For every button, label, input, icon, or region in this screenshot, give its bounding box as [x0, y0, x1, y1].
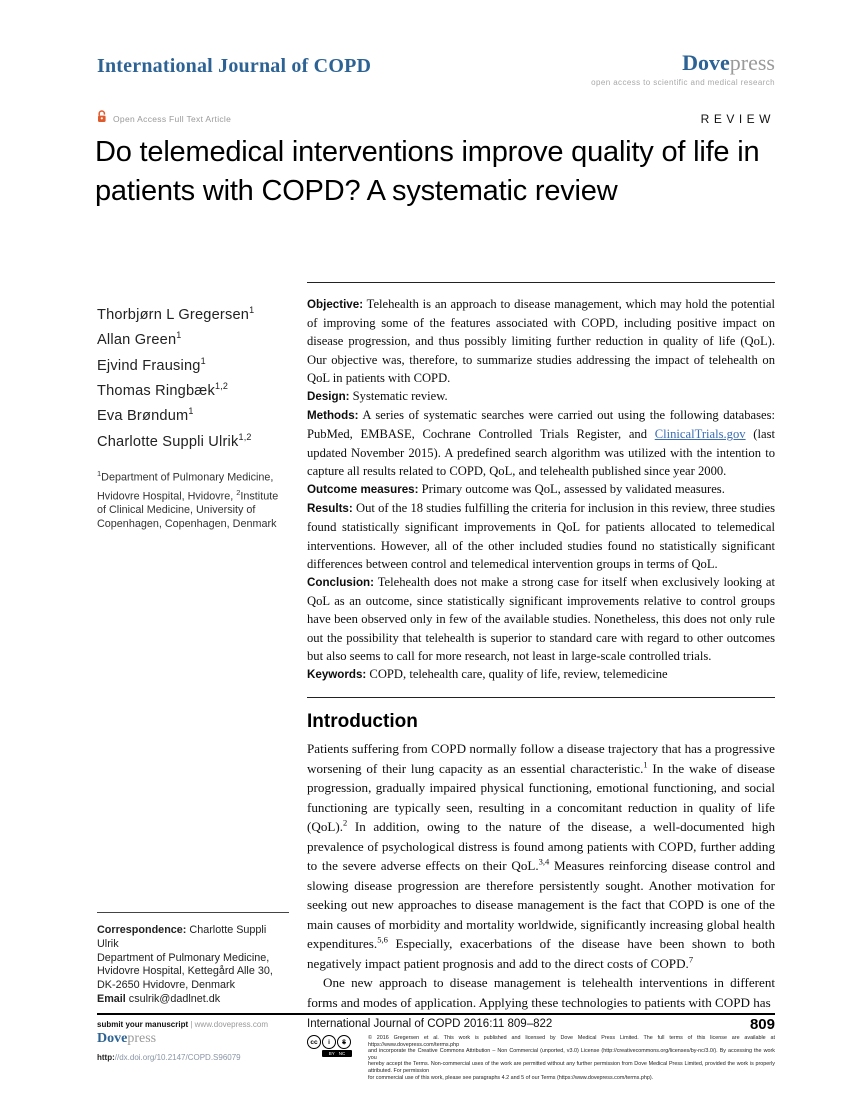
abstract-body: [307, 295, 775, 684]
cc-nc-icon: $: [337, 1035, 351, 1049]
correspondence-line: Department of Pulmonary Medicine,: [97, 951, 270, 964]
publisher-tagline: open access to scientific and medical research: [591, 78, 775, 87]
abstract-item: Outcome measures: Primary outcome was QoL, assessed by validated measures.: [307, 482, 725, 497]
open-access-icon: [97, 110, 107, 128]
submit-manuscript-line: submit your manuscript | www.dovepress.com: [97, 1020, 269, 1029]
footer-rule: [97, 1013, 775, 1015]
left-column: [97, 300, 289, 532]
license-line: © 2016 Gregersen et al. This work is published and licensed by Dove Medical Press Limited. The full terms of this license are available at https://www.dovepress.com/terms.php: [368, 1035, 775, 1048]
correspondence-line[interactable]: Email csulrik@dadlnet.dk: [97, 992, 221, 1005]
correspondence-block: [97, 912, 289, 1007]
right-column: [307, 282, 775, 1012]
introduction-body: [307, 739, 775, 1012]
open-access-row: [97, 110, 231, 128]
journal-citation: International Journal of COPD 2016:11 809–822: [307, 1018, 553, 1030]
creative-commons-badge: [307, 1035, 363, 1081]
affiliation: $^1$Department of Pulmonary Medicine, Hvidovre Hospital, Hvidovre, $^2$Institute of Clinical Medicine, University of Copenhagen, Copenhagen, Denmark: [97, 469, 279, 530]
dovepress-logo[interactable]: [591, 50, 775, 76]
journal-name: International Journal of COPD: [97, 55, 372, 77]
correspondence-line: Hvidovre Hospital, Kettegård Alle 30,: [97, 965, 273, 978]
abstract: [307, 282, 775, 698]
correspondence-line: Correspondence: Charlotte Suppli Ulrik: [97, 924, 267, 950]
abstract-item: Design: Systematic review.: [307, 389, 448, 404]
footer-right: [307, 1018, 775, 1081]
footer-left: [97, 1020, 302, 1062]
license-line: for commercial use of this work, please see paragraphs 4.2 and 5 of our Terms (https://www.dovepress.com/terms.php).: [368, 1074, 654, 1081]
author-name: Thorbjørn L Gregersen$^1$: [97, 305, 255, 323]
abstract-item: Objective: Telehealth is an approach to disease management, which may hold the potential of improving some of the features associated with COPD, including positive impact on disease progression, and thus possibly limiting further reduction in quality of life (QoL). Our objective was, therefore, to summarize studies addressing the impact of telehealth on QoL in patients with COPD.: [307, 297, 775, 385]
introduction-heading: Introduction: [307, 711, 418, 733]
open-access-label: Open Access Full Text Article: [113, 114, 232, 124]
dovepress-logo-dove: Dove: [682, 50, 730, 75]
body-paragraph: One new approach to disease management is telehealth interventions in different forms and modes of application. Applying these technologies to patients with COPD has: [307, 975, 775, 1010]
cc-by-icon: i: [322, 1035, 336, 1049]
author-name: Ejvind Frausing$^1$: [97, 355, 206, 374]
page-number: 809: [749, 1016, 775, 1033]
abstract-item: Conclusion: Telehealth does not make a strong case for itself when exclusively looking at QoL as an outcome, since statistically significant improvements relative to control groups have been observed only in few of the available studies. Nonetheless, this does not only rule out the possibility that telehealth is superior to standard care with regard to other outcomes but also seems to call for more research, not least in large-scale controlled trials.: [307, 575, 775, 663]
dovepress-logo-press: press: [729, 50, 775, 75]
cc-by-nc-bar: BY NC: [322, 1050, 352, 1057]
abstract-item: Results: Out of the 18 studies fulfilling the criteria for inclusion in this review, three studies found statistically significant improvements in QoL for patients allocated to telemedical interventions. However, all of the other included studies found no statistically significant differences between control and telemedical intervention groups in terms of QoL.: [307, 501, 775, 571]
author-name: Thomas Ringbæk$^{1,2}$: [97, 381, 229, 399]
dovepress-url-link[interactable]: www.dovepress.com: [194, 1020, 269, 1029]
abstract-item: Keywords: COPD, telehealth care, quality of life, review, telemedicine: [307, 667, 668, 682]
citation-row: [307, 1018, 775, 1032]
author-name: Charlotte Suppli Ulrik$^{1,2}$: [97, 431, 252, 450]
license-row: [307, 1035, 775, 1081]
publisher-block: [591, 50, 775, 87]
license-line: and incorporate the Creative Commons Attribution – Non Commercial (unported, v3.0) License (http://creativecommons.org/licenses/by-nc/3.0/). By accessing the work you: [368, 1048, 775, 1061]
clinicaltrials-link[interactable]: ClinicalTrials.gov: [654, 427, 746, 442]
cc-icon: cc: [307, 1035, 321, 1049]
body-paragraph: Patients suffering from COPD normally follow a disease trajectory that has a progressive worsening of their lung capacity as an essential characteristic.$^1$ In the wake of disease progression, gradually impaired physical functioning, emotional functioning, and social functioning are typically seen, resulting in a concomitant reduction in quality of life (QoL).$^2$ In addition, owing to the nature of the disease, a well-documented high prevalence of psychological distress is found among patients with COPD, further adding to the severe adverse effects on their QoL.$^{3,4}$ Measures reinforcing disease control and slowing disease progression are therefore persistently sought. Another motivation for seeking out new approaches to disease management is the fact that COPD is one of the main causes of morbidity and mortality worldwide, significantly increasing global health expenditures.$^{5,6}$ Especially, exacerbations of the disease have been shown to both negatively impact patient prognosis and add to the direct costs of COPD.$^7$: [307, 741, 775, 971]
article-title: Do telemedical interventions improve quality of life in patients with COPD? A systematic review: [95, 136, 760, 207]
submit-manuscript-label: submit your manuscript: [97, 1020, 189, 1029]
footer-dovepress-logo[interactable]: Dovepress: [97, 1031, 157, 1046]
article-type-label: REVIEW: [700, 112, 775, 126]
license-text: [368, 1035, 775, 1081]
license-line: hereby accept the Terms. Non-commercial uses of the work are permitted without any further permission from Dove Medical Press Limited, provided the work is properly attributed. For permission: [368, 1061, 775, 1074]
doi-link[interactable]: http://dx.doi.org/10.2147/COPD.S96079: [97, 1053, 241, 1062]
author-name: Eva Brøndum$^1$: [97, 406, 194, 425]
correspondence-line: DK-2650 Hvidovre, Denmark: [97, 979, 236, 992]
abstract-item: Methods: A series of systematic searches were carried out using the following databases: PubMed, EMBASE, Cochrane Controlled Trials Register, and ClinicalTrials.gov (last updated November 2015). A predefined search algorithm was utilized with the intention to capture all results related to COPD, QoL, and telehealth published since year 2000.: [307, 408, 775, 478]
author-list: [97, 300, 289, 452]
author-name: Allan Green$^1$: [97, 330, 182, 349]
